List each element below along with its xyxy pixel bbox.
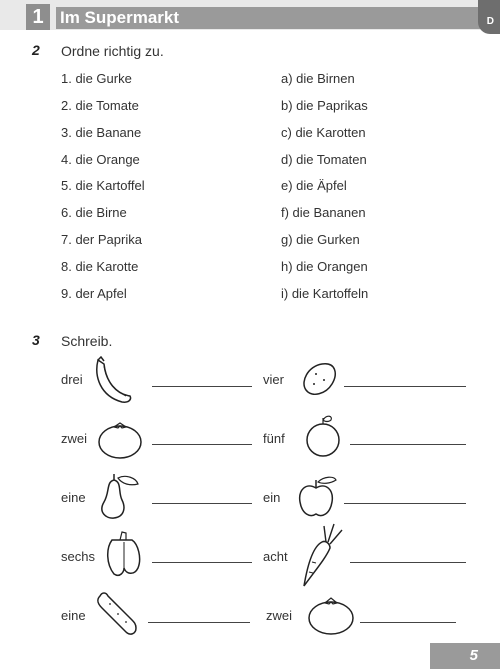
page-header — [0, 0, 500, 30]
apple-icon — [296, 474, 338, 518]
match-right-item: g) die Gurken — [281, 232, 360, 247]
match-left-item: 1. die Gurke — [61, 71, 132, 86]
quantity-word: fünf — [263, 431, 285, 446]
page-title: Im Supermarkt — [60, 8, 180, 27]
carrot-icon — [300, 522, 346, 590]
page-footer — [430, 643, 500, 669]
match-right-item: c) die Karotten — [281, 125, 366, 140]
quantity-word: sechs — [61, 549, 95, 564]
match-left-item: 6. die Birne — [61, 205, 127, 220]
match-left-item: 7. der Paprika — [61, 232, 142, 247]
answer-line[interactable] — [152, 444, 252, 445]
match-left-item: 9. der Apfel — [61, 286, 127, 301]
answer-line[interactable] — [152, 503, 252, 504]
quantity-word: vier — [263, 372, 284, 387]
match-right-item: f) die Bananen — [281, 205, 366, 220]
exercise-2-number: 2 — [32, 42, 40, 58]
corner-mark: D — [486, 16, 494, 27]
quantity-word: ein — [263, 490, 281, 505]
match-left-item: 2. die Tomate — [61, 98, 139, 113]
quantity-word: zwei — [266, 608, 293, 623]
exercise-2-instruction: Ordne richtig zu. — [61, 43, 164, 59]
page-number: 5 — [469, 647, 478, 664]
match-right-item: d) die Tomaten — [281, 152, 367, 167]
match-left-item: 3. die Banane — [61, 125, 142, 140]
answer-line[interactable] — [350, 444, 466, 445]
match-left-item: 8. die Karotte — [61, 259, 139, 274]
answer-line[interactable] — [360, 622, 456, 623]
unit-number: 1 — [26, 4, 50, 30]
quantity-word: zwei — [61, 431, 88, 446]
quantity-word: eine — [61, 490, 86, 505]
tomato-icon — [96, 418, 144, 460]
match-left-item: 5. die Kartoffel — [61, 178, 145, 193]
pear-icon — [96, 472, 140, 520]
exercise-3-instruction: Schreib. — [61, 333, 113, 349]
answer-line[interactable] — [148, 622, 250, 623]
orange-icon — [303, 412, 343, 458]
potato-icon — [300, 360, 340, 398]
quantity-word: acht — [263, 549, 288, 564]
answer-line[interactable] — [344, 503, 466, 504]
cucumber-icon — [94, 588, 140, 638]
quantity-word: drei — [61, 372, 83, 387]
answer-line[interactable] — [152, 562, 252, 563]
exercise-3-number: 3 — [32, 332, 40, 348]
banana-icon — [92, 356, 136, 406]
match-right-item: a) die Birnen — [281, 71, 355, 86]
match-right-item: e) die Äpfel — [281, 178, 347, 193]
match-right-item: i) die Kartoffeln — [281, 286, 369, 301]
answer-line[interactable] — [152, 386, 252, 387]
answer-line[interactable] — [344, 386, 466, 387]
answer-line[interactable] — [350, 562, 466, 563]
corner-tab — [478, 0, 500, 34]
quantity-word: eine — [61, 608, 86, 623]
tomato-icon — [306, 594, 356, 636]
match-left-item: 4. die Orange — [61, 152, 140, 167]
match-right-item: h) die Orangen — [281, 259, 368, 274]
pepper-icon — [104, 530, 142, 578]
match-right-item: b) die Paprikas — [281, 98, 368, 113]
